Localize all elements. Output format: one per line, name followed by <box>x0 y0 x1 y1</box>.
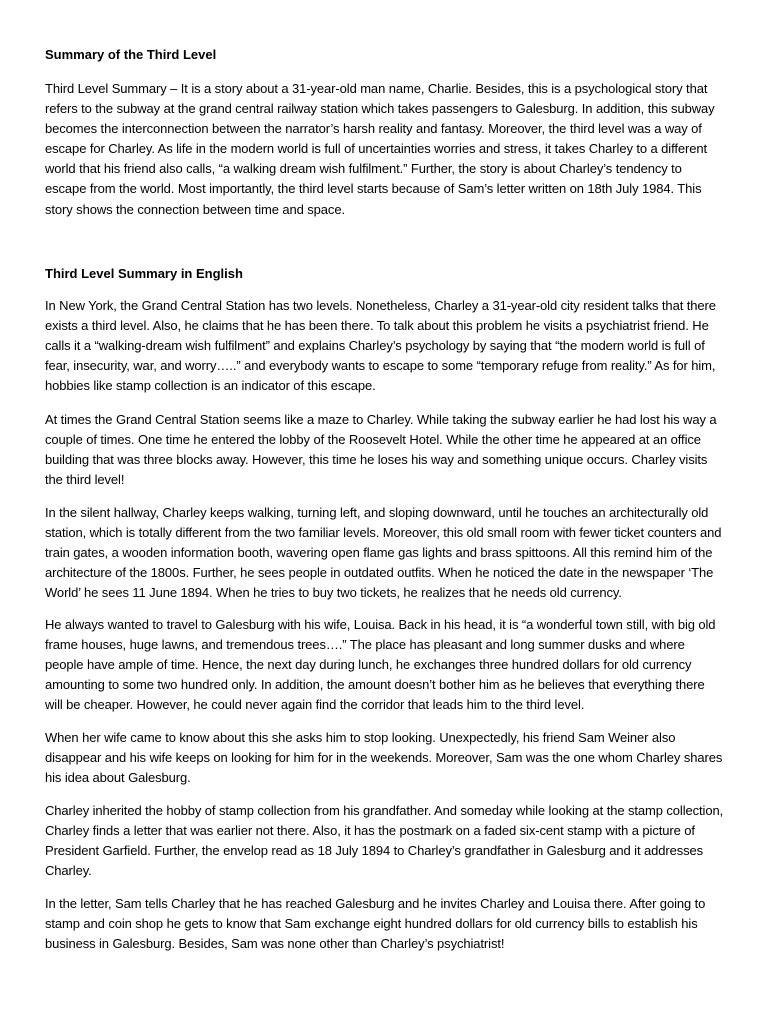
body-paragraph: In New York, the Grand Central Station has two levels. Nonetheless, Charley a 31-year-old city resident talks that there exists a third level. Also, he claims that he has been there. To talk about this problem he visits a psychiatrist friend. He calls it a “walking-dream wish fulfilment” and explains Charley’s psychology by saying that “the modern world is full of fear, insecurity, war, and worry…..” and everybody wants to escape to some “temporary refuge from reality.” As for him, hobbies like stamp collection is an indicator of this escape. <box>45 298 716 394</box>
summary-paragraph: Third Level Summary – It is a story about a 31-year-old man name, Charlie. Besides, this is a psychological story that refers to the subway at the grand central railway station which takes passengers to Galesburg. In addition, this subway becomes the interconnection between the narrator’s harsh reality and fantasy. Moreover, the third level was a way of escape for Charley. As life in the modern world is full of uncertainties worries and stress, it takes Charley to a different world that his friend also calls, “a walking dream wish fulfilment.” Further, the story is about Charley’s tendency to escape from the world. Most importantly, the third level starts because of Sam’s letter written on 18th July 1984. This story shows the connection between time and space. <box>45 81 715 217</box>
body-paragraph: In the silent hallway, Charley keeps walking, turning left, and sloping downward, until he touches an architecturally old station, which is totally different from the two familiar levels. Moreover, this old small room with fewer ticket counters and train gates, a wooden information booth, wavering open flame gas lights and brass spittoons. All this remind him of the architecture of the 1800s. Further, he sees people in outdated outfits. When he noticed the date in the newspaper ‘The World’ he sees 11 June 1894. When he tries to buy two tickets, he realizes that he needs old currency. <box>45 505 722 601</box>
body-paragraph: He always wanted to travel to Galesburg with his wife, Louisa. Back in his head, it is “a wonderful town still, with big old frame houses, huge lawns, and tremendous trees….” The place has pleasant and long summer dusks and where people have ample of time. Hence, the next day during lunch, he exchanges three hundred dollars for old currency amounting to some two hundred only. In addition, the amount doesn’t bother him as he believes that everything there will be cheaper. However, he could never again find the corridor that leads him to the third level. <box>45 617 716 713</box>
section-heading-english-summary: Third Level Summary in English <box>45 266 243 281</box>
body-paragraph: When her wife came to know about this she asks him to stop looking. Unexpectedly, his friend Sam Weiner also disappear and his wife keeps on looking for him for in the weekends. Moreover, Sam was the one whom Charley shares his idea about Galesburg. <box>45 730 723 786</box>
body-paragraph: At times the Grand Central Station seems like a maze to Charley. While taking the subway earlier he had lost his way a couple of times. One time he entered the lobby of the Roosevelt Hotel. While the other time he appeared at an office building that was three blocks away. However, this time he loses his way and something unique occurs. Charley visits the third level! <box>45 412 717 488</box>
section-heading-summary: Summary of the Third Level <box>45 47 217 62</box>
body-paragraph: In the letter, Sam tells Charley that he has reached Galesburg and he invites Charley and Louisa there. After going to stamp and coin shop he gets to know that Sam exchange eight hundred dollars for old currency bills to establish his business in Galesburg. Besides, Sam was none other than Charley’s psychiatrist! <box>45 896 706 952</box>
body-paragraph: Charley inherited the hobby of stamp collection from his grandfather. And someday while looking at the stamp collection, Charley finds a letter that was earlier not there. Also, it has the postmark on a faded six-cent stamp with a picture of President Garfield. Further, the envelop read as 18 July 1894 to Charley’s grandfather in Galesburg and it addresses Charley. <box>45 803 724 879</box>
